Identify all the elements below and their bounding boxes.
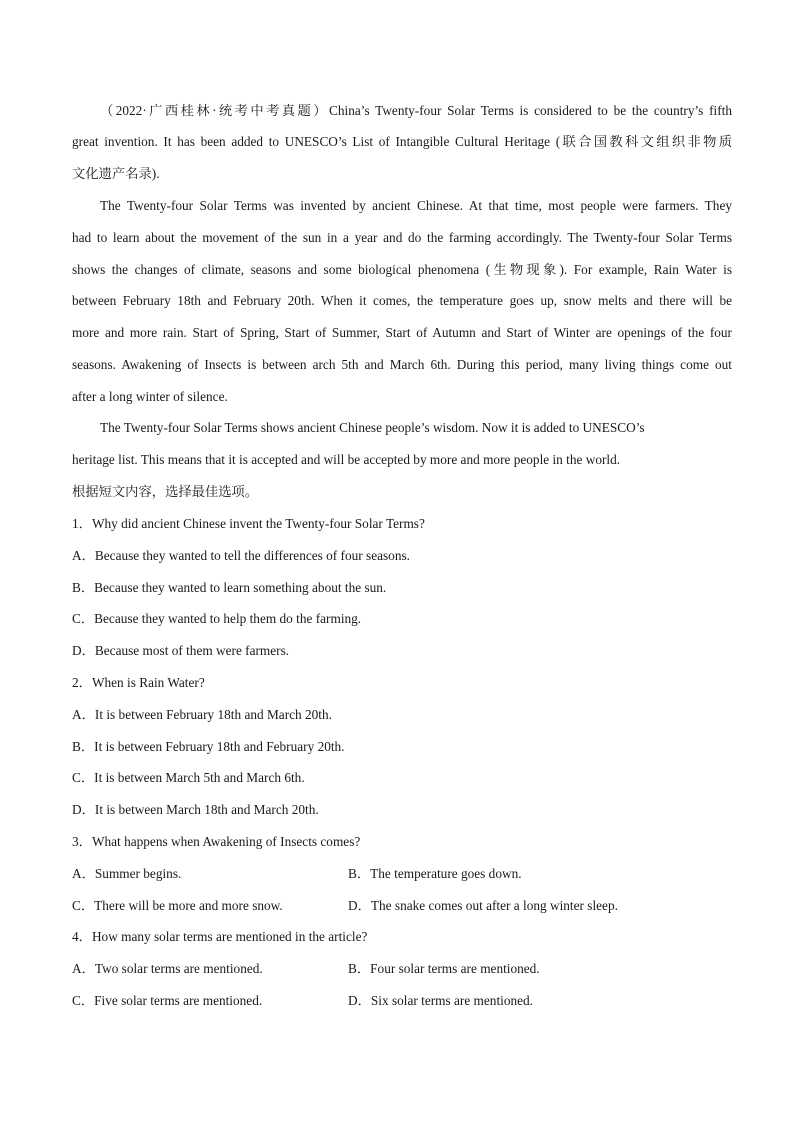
question-1-option-c[interactable]: C．Because they wanted to help them do the farming. (72, 611, 362, 626)
question-2-stem: 2．When is Rain Water? (72, 675, 205, 690)
question-1-option-b[interactable]: B．Because they wanted to learn something about the sun. (72, 580, 387, 595)
passage-paragraph-2-line-7: after a long winter of silence. (72, 389, 228, 404)
question-3-option-d[interactable]: D．The snake comes out after a long winter sleep. (348, 898, 618, 913)
question-2-option-b[interactable]: B．It is between February 18th and February 20th. (72, 739, 345, 754)
question-3-option-c[interactable]: C．There will be more and more snow. (72, 898, 283, 913)
passage-paragraph-1-line-2: great invention. It has been added to UNESCO’s List of Intangible Cultural Heritage (联合国教科文组织非物质 (72, 134, 732, 149)
passage-paragraph-2-line-1: The Twenty-four Solar Terms was invented by ancient Chinese. At that time, most people were farmers. They (100, 198, 732, 213)
passage-paragraph-2-line-3: shows the changes of climate, seasons and some biological phenomena (生物现象). For example, Rain Water is (72, 262, 732, 277)
passage-paragraph-1-line-3: 文化遗产名录). (72, 166, 160, 181)
passage-paragraph-2-line-4: between February 18th and February 20th. When it comes, the temperature goes up, snow melts and there will be (72, 293, 732, 308)
question-2-option-a[interactable]: A．It is between February 18th and March 20th. (72, 707, 332, 722)
question-4-option-c[interactable]: C．Five solar terms are mentioned. (72, 993, 263, 1008)
question-4-option-b[interactable]: B．Four solar terms are mentioned. (348, 961, 540, 976)
question-3-option-a[interactable]: A．Summer begins. (72, 866, 182, 881)
question-3-stem: 3．What happens when Awakening of Insects comes? (72, 834, 361, 849)
question-3-option-b[interactable]: B．The temperature goes down. (348, 866, 522, 881)
passage-paragraph-2-line-6: seasons. Awakening of Insects is between arch 5th and March 6th. During this period, many living things come out (72, 357, 732, 372)
question-1-option-d[interactable]: D．Because most of them were farmers. (72, 643, 290, 658)
passage-paragraph-3-line-1: The Twenty-four Solar Terms shows ancient Chinese people’s wisdom. Now it is added to UNESCO’s (100, 420, 645, 435)
question-2-option-c[interactable]: C．It is between March 5th and March 6th. (72, 770, 305, 785)
question-1-option-a[interactable]: A．Because they wanted to tell the differences of four seasons. (72, 548, 410, 563)
passage-paragraph-1-line-1: （2022·广西桂林·统考中考真题）China’s Twenty-four Solar Terms is considered to be the country’s fifth (100, 103, 732, 118)
question-2-option-d[interactable]: D．It is between March 18th and March 20th. (72, 802, 319, 817)
question-4-option-d[interactable]: D．Six solar terms are mentioned. (348, 993, 534, 1008)
instruction-text: 根据短文内容，选择最佳选项。 (72, 484, 259, 499)
passage-paragraph-3-line-2: heritage list. This means that it is accepted and will be accepted by more and more people in the world. (72, 452, 621, 467)
question-4-stem: 4．How many solar terms are mentioned in the article? (72, 929, 368, 944)
question-4-option-a[interactable]: A．Two solar terms are mentioned. (72, 961, 263, 976)
passage-paragraph-2-line-2: had to learn about the movement of the sun in a year and do the farming accordingly. The Twenty-four Solar Terms (72, 230, 732, 245)
passage-paragraph-2-line-5: more and more rain. Start of Spring, Start of Summer, Start of Autumn and Start of Winter are openings of the four (72, 325, 732, 340)
question-1-stem: 1．Why did ancient Chinese invent the Twenty-four Solar Terms? (72, 516, 425, 531)
